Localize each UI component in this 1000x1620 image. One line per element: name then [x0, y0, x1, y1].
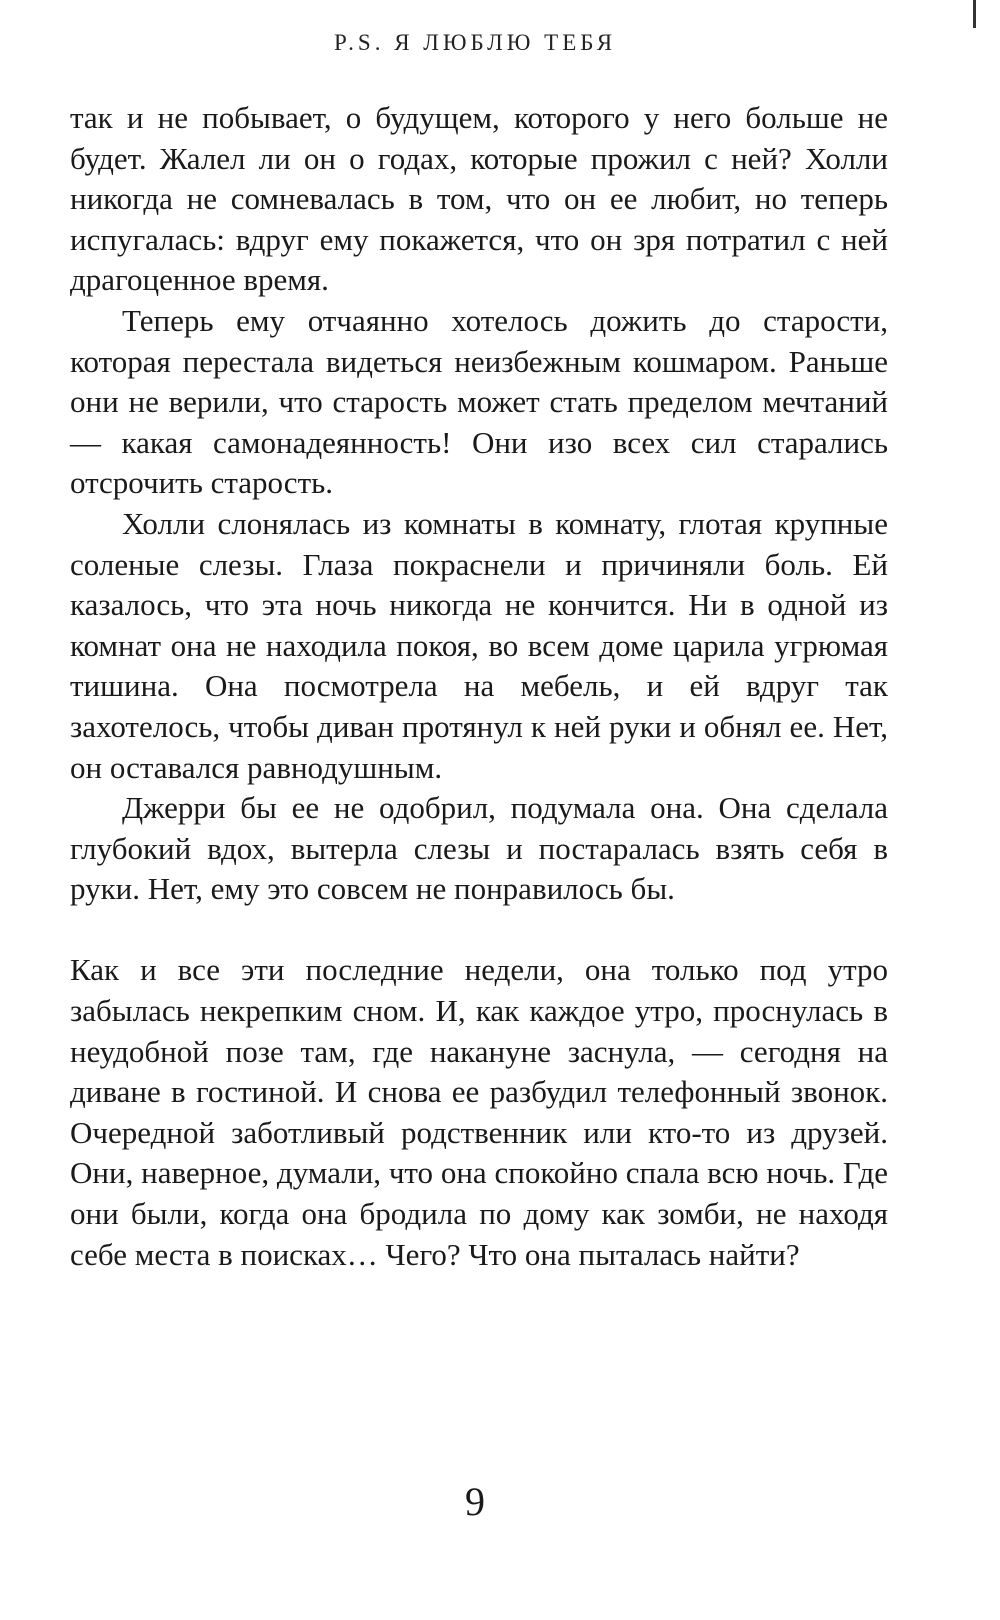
paragraph-section-start: Как и все эти последние недели, она только под утро забылась некрепким сном. И, как каждое утро, проснулась в неудобной позе там, где накануне заснула, — сегодня на диване в гостиной. И снова ее разбудил телефонный звонок. Очередной заботливый родственник или кто-то из друзей. Они, наверное, думали, что она спокойно спала всю ночь. Где они были, когда она бродила по дому как зомби, не находя себе места в поисках… Чего? Что она пыталась найти?	[70, 952, 888, 1272]
page-edge-mark	[973, 0, 976, 28]
paragraph: Теперь ему отчаянно хотелось дожить до старости, которая перестала видеться неизбежным кошмаром. Раньше они не верили, что старость может стать пределом мечтаний — какая самонадеянность! Они изо всех сил старались отсрочить старость.	[70, 302, 888, 501]
paragraph: Джерри бы ее не одобрил, подумала она. Она сделала глубокий вдох, вытерла слезы и постаралась взять себя в руки. Нет, ему это совсем не понравилось бы.	[70, 790, 888, 907]
paragraph-continuation: так и не побывает, о будущем, которого у него больше не будет. Жалел ли он о годах, которые прожил с ней? Холли никогда не сомневалась в том, что он ее любит, но теперь испугалась: вдруг ему покажется, что он зря потратил с ней драгоценное время.	[70, 100, 888, 298]
page-number: 9	[465, 1479, 485, 1524]
page-body-text	[70, 98, 888, 1275]
running-header-title: P.S. Я ЛЮБЛЮ ТЕБЯ	[333, 30, 617, 55]
paragraph: Холли слонялась из комнаты в комнату, глотая крупные соленые слезы. Глаза покраснели и причиняли боль. Ей казалось, что эта ночь никогда не кончится. Ни в одной из комнат она не находила покоя, во всем доме царила угрюмая тишина. Она посмотрела на мебель, и ей вдруг так захотелось, чтобы диван протянул к ней руки и обнял ее. Нет, он оставался равнодушным.	[70, 505, 888, 785]
